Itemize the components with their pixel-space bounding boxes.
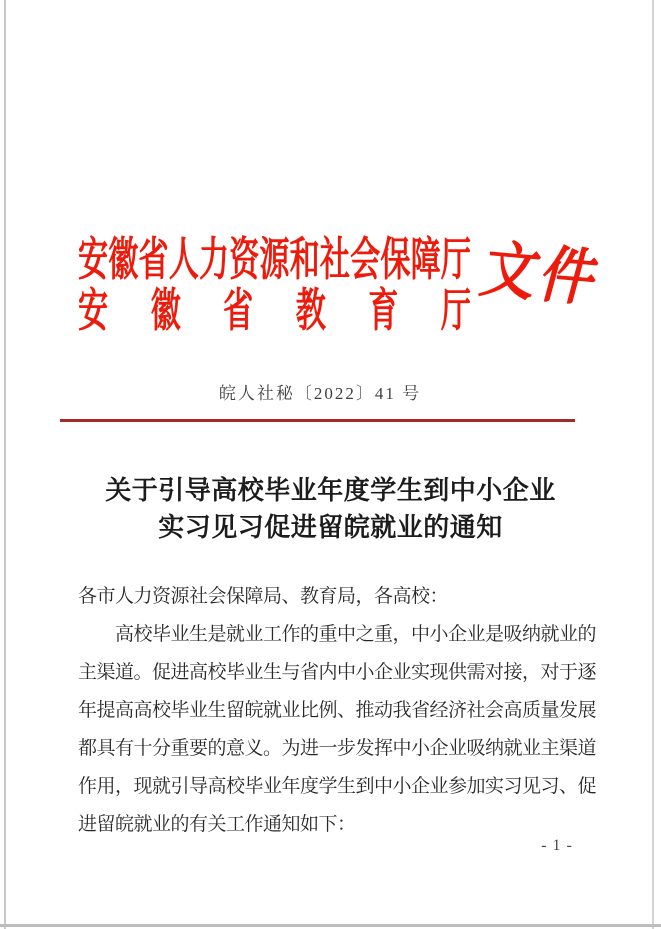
page-right-edge bbox=[652, 0, 654, 929]
document-type-label: 文件 bbox=[474, 236, 611, 314]
body-line: 年提高高校毕业生留皖就业比例、推动我省经济社会高质量发展 bbox=[78, 700, 597, 721]
body-line: 高校毕业生是就业工作的重中之重，中小企业是吸纳就业的 bbox=[115, 624, 597, 645]
agency-name-line1: 安徽省人力资源和社会保障厅 bbox=[78, 233, 471, 285]
document-title bbox=[0, 472, 661, 546]
body-line: 作用，现就引导高校毕业年度学生到中小企业参加实习见习、促 bbox=[78, 776, 597, 797]
body-line: 都具有十分重要的意义。为进一步发挥中小企业吸纳就业主渠道 bbox=[78, 738, 597, 759]
agency-name-line2: 安徽省教育厅 bbox=[78, 284, 471, 336]
document-title-line1: 关于引导高校毕业年度学生到中小企业 bbox=[105, 476, 556, 505]
body-line: 主渠道。促进高校毕业生与省内中小企业实现供需对接，对于逐 bbox=[78, 662, 597, 683]
body-line: 进留皖就业的有关工作通知如下： bbox=[78, 814, 356, 835]
page-left-edge bbox=[4, 0, 6, 929]
body-paragraph bbox=[78, 616, 596, 844]
red-separator-line bbox=[60, 419, 575, 422]
document-body bbox=[78, 578, 596, 844]
agency-name-block bbox=[78, 234, 471, 336]
document-title-line2: 实习见习促进留皖就业的通知 bbox=[158, 513, 503, 542]
page-number: - 1 - bbox=[541, 837, 573, 854]
page-bottom-edge bbox=[0, 924, 661, 927]
doc-reference-number: 皖人社秘〔2022〕41 号 bbox=[218, 384, 422, 403]
salutation-line: 各市人力资源社会保障局、教育局，各高校： bbox=[78, 586, 449, 607]
